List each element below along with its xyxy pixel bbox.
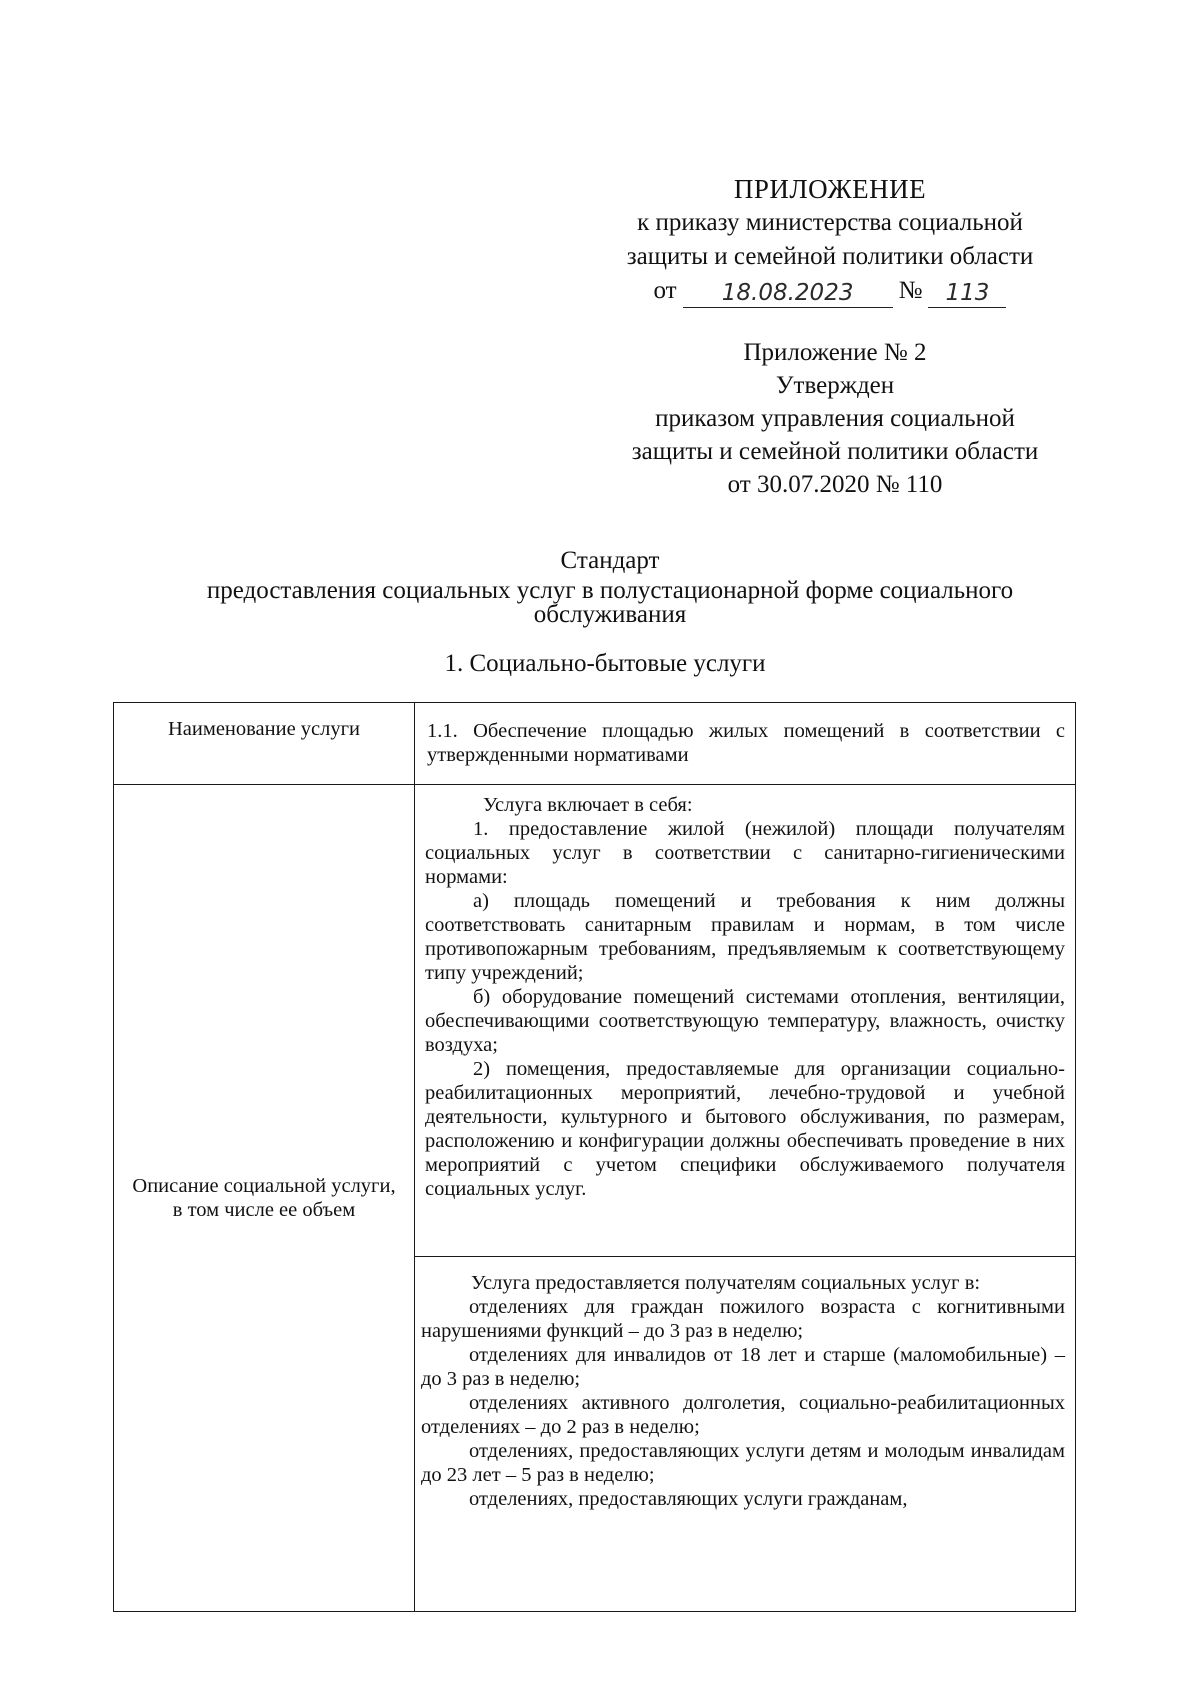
description-paragraph: а) площадь помещений и требования к ним должны соответствовать санитарным правилам и нормам, в том числе противопожарным требованиям, предъявляемым к соответствующему типу учреждений; [425, 890, 1065, 984]
table-row-description [114, 785, 1076, 1257]
approval-header [600, 336, 1070, 501]
description-paragraph: 2) помещения, предоставляемые для организации социально-реабилитационных мероприятий, лечебно-трудовой и учебной деятельности, культурного и бытового обслуживания, по размерам, расположению и конфигурации должны обеспечивать проведение в них мероприятий с учетом специфики обслуживаемого получателя социальных услуг. [425, 1058, 1065, 1200]
approved-line-1: приказом управления социальной [655, 405, 1015, 432]
appendix-line-1: к приказу министерства социальной [637, 209, 1023, 236]
frequency-paragraph: Услуга предоставляется получателям социальных услуг в: [471, 1272, 981, 1294]
standard-heading [150, 549, 1070, 627]
service-standard-table [113, 702, 1076, 1612]
service-description-cell [415, 785, 1076, 1257]
standard-title: Стандарт [560, 547, 660, 574]
order-appendix-header [590, 172, 1070, 308]
appendix-title: ПРИЛОЖЕНИЕ [733, 174, 927, 204]
service-name-value: 1.1. Обеспечение площадью жилых помещений в соответствии с утвержденными нормативами [415, 703, 1076, 785]
approved-line-2: защиты и семейной политики области [631, 438, 1039, 465]
number-label: № [898, 277, 923, 304]
handwritten-number: 113 [928, 279, 1006, 308]
frequency-paragraph: отделениях, предоставляющих услуги гражданам, [469, 1488, 908, 1510]
order-date-number-line [590, 274, 1070, 308]
frequency-paragraph: отделениях, предоставляющих услуги детям и молодым инвалидам до 23 лет – 5 раз в неделю; [421, 1440, 1065, 1486]
service-description-label: Описание социальной услуги, в том числе ее объем [114, 785, 415, 1612]
appendix-number: Приложение № 2 [743, 339, 927, 366]
approved-label: Утвержден [775, 372, 895, 399]
appendix-line-2: защиты и семейной политики области [626, 243, 1034, 270]
frequency-paragraph: отделениях для граждан пожилого возраста с когнитивными нарушениями функций – до 3 раз в неделю; [421, 1296, 1065, 1342]
frequency-paragraph: отделениях активного долголетия, социально-реабилитационных отделениях – до 2 раз в неделю; [421, 1392, 1065, 1438]
from-label: от [653, 277, 677, 304]
approved-line-3: от 30.07.2020 № 110 [727, 471, 943, 498]
description-paragraph: б) оборудование помещений системами отопления, вентиляции, обеспечивающими соответствующую температуру, влажность, очистку воздуха; [425, 986, 1065, 1056]
description-paragraph: 1. предоставление жилой (нежилой) площади получателям социальных услуг в соответствии с санитарно-гигиеническими нормами: [425, 818, 1065, 888]
table-row-name [114, 703, 1076, 785]
description-paragraph: Услуга включает в себя: [483, 794, 693, 816]
standard-subtitle: предоставления социальных услуг в полустационарной форме социального обслуживания [206, 577, 1014, 628]
service-frequency-cell [415, 1257, 1076, 1612]
section-title: 1. Социально-бытовые услуги [444, 650, 766, 677]
service-name-label: Наименование услуги [114, 703, 415, 785]
frequency-paragraph: отделениях для инвалидов от 18 лет и старше (маломобильные) – до 3 раз в неделю; [421, 1344, 1065, 1390]
handwritten-date: 18.08.2023 [683, 279, 893, 308]
